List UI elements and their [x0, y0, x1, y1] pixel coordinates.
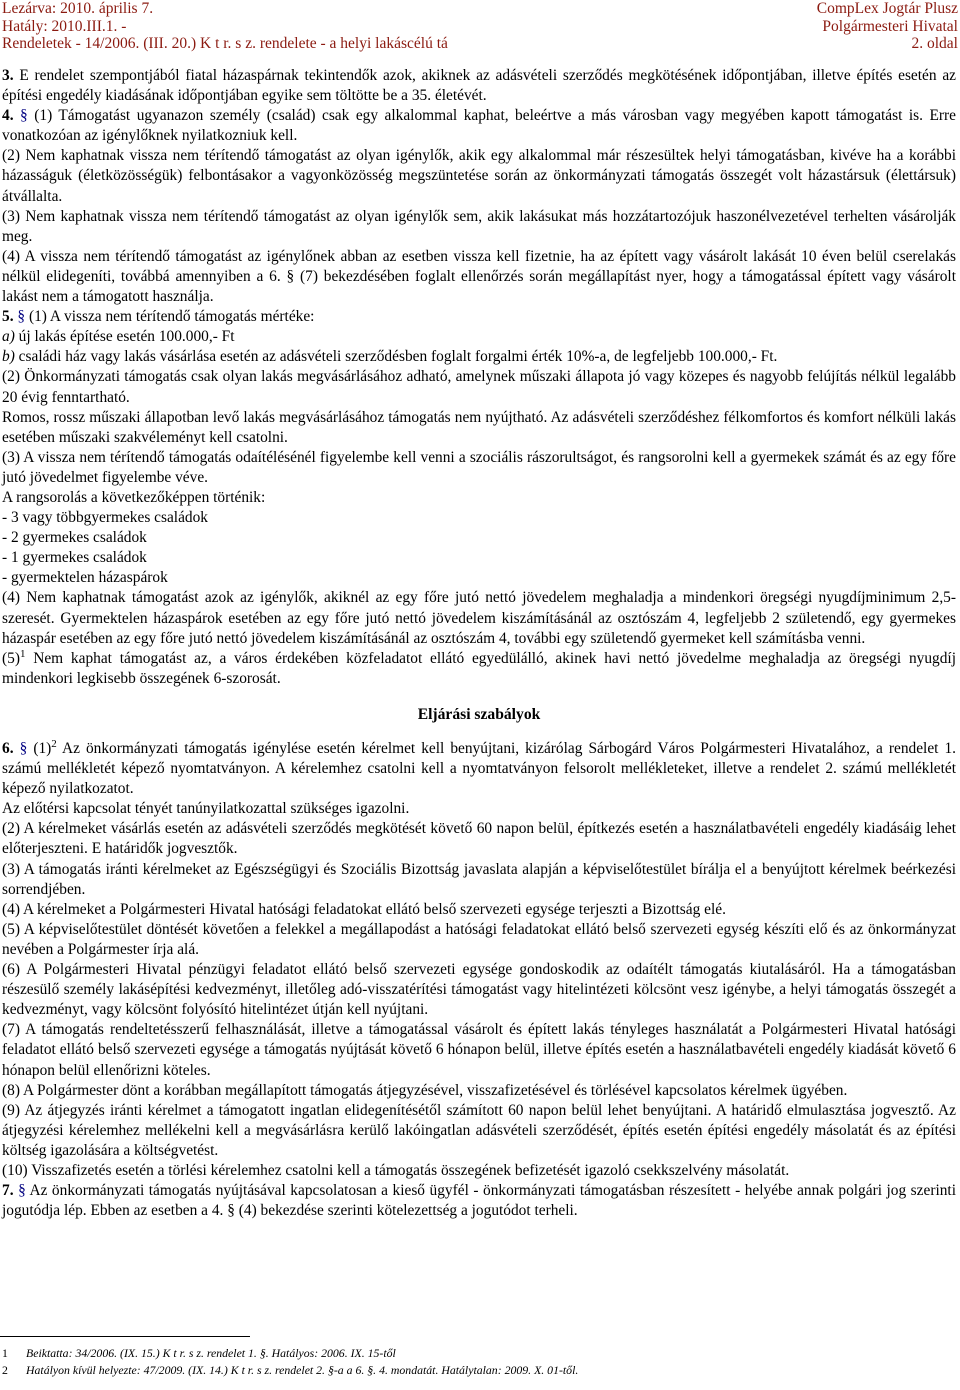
- paragraph: [2, 488, 956, 508]
- section-number: 4.: [2, 107, 14, 125]
- paragraph-text: (4) Nem kaphatnak támogatást azok az igénylők, akiknél az egy főre jutó nettó jövedelem meghaladja a mindenkori öregségi nyugdíjminimum 2,5-szeresét. Gyermektelen házaspárok esetében az egy főre jutó nettó jövedelem kiszámításánál az osztószám 4, legfeljebb 2 születendő, egy gyermekes házaspár esetében az egy főre jutó nettó jövedelem kiszámításánál az osztószám 4, további egy születendő gyermeket kell számításba venni.: [2, 589, 956, 647]
- paragraph: [2, 1020, 956, 1080]
- paragraph-text: (10) Visszafizetés esetén a törlési kérelemhez csatolni kell a támogatás összegének befizetését igazoló csekkszelvény másolatát.: [2, 1161, 790, 1179]
- header-effective: Hatály: 2010.III.1. -: [2, 17, 127, 35]
- footnote-ref: 2: [51, 737, 57, 750]
- section-title: Eljárási szabályok: [417, 705, 541, 723]
- paragraph: [2, 548, 956, 568]
- footnote-2: [0, 1362, 960, 1379]
- paragraph-text: (3) Nem kaphatnak vissza nem térítendő támogatást az olyan igénylők sem, akik lakásukat más hozzátartozójuk haszonélvezetével terhelten vásárolják meg.: [2, 207, 956, 245]
- paragraph-text: (2) Nem kaphatnak vissza nem térítendő támogatást az olyan igénylők, akik egy alkalommal már részesültek helyi támogatásban, kivéve ha a korábbi házasságuk (életközösségük) felbontásakor a vagyonközösség megszüntetése során az önkormányzati támogatás összegét volt házastársuk (élettársuk) átvállalta.: [2, 147, 956, 205]
- subsection-label: (5): [2, 649, 20, 667]
- document-body: [2, 66, 956, 1221]
- paragraph: [2, 819, 956, 859]
- paragraph: [2, 66, 956, 106]
- paragraph: [2, 568, 956, 588]
- paragraph-text: Az önkormányzati támogatás igénylése esetén kérelmet kell benyújtani, kizárólag Sárbogárd Város Polgármesteri Hivatalához, a rendelet 1. számú mellékletét képező nyomtatványon. A kérelemhez csatolni kell a nyomtatványon felsorolt mellékleteket, illetve a rendelet 2. számú mellékletét képező nyilatkozatot.: [2, 740, 957, 798]
- paragraph: [2, 347, 956, 367]
- paragraph: [2, 799, 956, 819]
- paragraph: [2, 920, 956, 960]
- paragraph: [2, 1181, 956, 1221]
- header-closed-date: Lezárva: 2010. április 7.: [2, 0, 154, 17]
- footnote-ref: 1: [19, 647, 26, 660]
- paragraph: [2, 860, 956, 900]
- list-letter: b): [2, 348, 15, 366]
- paragraph-text: Az önkormányzati támogatás nyújtásával kapcsolatosan a kieső ügyfél - önkormányzati támogatásban részesített - helyébe annak polgári jog szerinti jogutódja lép. Ebben az esetben a 4. § (4) bekezdése szerinti kötelezettség a jogutódot terheli.: [2, 1182, 956, 1220]
- paragraph: [2, 106, 956, 146]
- footnote-text: Beiktatta: 34/2006. (IX. 15.) K t r. s z. rendelet 1. §. Hatályos: 2006. IX. 15-től: [26, 1346, 396, 1360]
- paragraph: [2, 960, 956, 1020]
- header-right: [817, 0, 958, 53]
- paragraph-text: családi ház vagy lakás vásárlása esetén az adásvételi szerződésben foglalt forgalmi érték 10%-a, de legfeljebb 100.000,- Ft.: [14, 348, 778, 366]
- header-left: [2, 0, 448, 53]
- section-mark: §: [18, 1182, 26, 1200]
- paragraph-text: A rangsorolás a következőképpen történik:: [2, 488, 266, 506]
- section-mark: §: [19, 740, 28, 757]
- section-mark: §: [20, 107, 28, 125]
- paragraph-text: - 1 gyermekes családok: [2, 549, 147, 567]
- paragraph: [2, 528, 956, 548]
- paragraph-text: (9) Az átjegyzés iránti kérelmet a támogatott ingatlan elidegenítésétől számított 60 napon belül lehet benyújtani. A határidő elmulasztása jogvesztő. Az átjegyzési kérelemhez mellékelni kell a megvásárlásra kerülő lakóingatlan adásvételi szerződését, építés esetén építési engedély másolatát és az építési költség igazolására a költségvetést.: [2, 1101, 956, 1159]
- section-number: 5.: [2, 308, 14, 326]
- page-number: 2. oldal: [911, 35, 958, 52]
- paragraph: [2, 1161, 956, 1181]
- page-header: [0, 0, 960, 56]
- section-number: 3.: [2, 67, 14, 84]
- paragraph: [2, 900, 956, 920]
- subsection-label: (1): [27, 740, 52, 757]
- paragraph: [2, 307, 956, 327]
- paragraph-text: (4) A vissza nem térítendő támogatást az igénylőnek abban az esetben vissza kell fizetnie, ha az épített vagy vásárolt lakását 10 éven belül cserelakás nélkül elidegeníti, továbbá amennyiben a 6. § (7) bekezdésében foglalt ellenőrzés során megállapítást nyer, hogy a támogatással épített vagy vásárolt lakást nem a támogatott használja.: [2, 247, 956, 306]
- paragraph-text: (8) A Polgármester dönt a korábban megállapított támogatás átjegyzésével, visszafizetésével és törlésével kapcsolatos kérelmek ügyében.: [2, 1081, 848, 1099]
- footnotes: [0, 1345, 960, 1378]
- paragraph-text: (2) Önkormányzati támogatás csak olyan lakás megvásárlásához adható, amelynek műszaki állapota jó vagy közepes és nagyobb felújítás nélkül legalább 20 évig fenntartható.: [2, 368, 956, 406]
- paragraph: [2, 508, 956, 528]
- paragraph-text: - gyermektelen házaspárok: [2, 569, 168, 587]
- paragraph: [2, 408, 956, 448]
- paragraph-text: Az előtérsi kapcsolat tényét tanúnyilatkozattal szükséges igazolni.: [2, 800, 410, 818]
- paragraph-text: Nem kaphat támogatást az, a város érdekében közfeladatot ellátó egyedülálló, akinek havi nettó jövedelme meghaladja az öregségi nyugdíj mindenkori legkisebb összegének 6-szorosát.: [2, 649, 956, 687]
- list-letter: a): [2, 328, 15, 346]
- paragraph: [2, 247, 956, 307]
- footnote-divider: [0, 1336, 250, 1337]
- paragraph: [2, 739, 956, 799]
- section-number: 6.: [2, 740, 14, 757]
- paragraph-text: - 3 vagy többgyermekes családok: [2, 509, 208, 527]
- footnote-text: Hatályon kívül helyezte: 47/2009. (IX. 14.) K t r. s z. rendelet 2. §-a a 6. §. 4. mondatát. Hatálytalan: 2009. X. 01-től.: [26, 1362, 579, 1377]
- paragraph-text: (4) A kérelmeket a Polgármesteri Hivatal hatósági feladatokat ellátó belső szervezeti egysége terjeszti a Bizottság elé.: [2, 900, 726, 918]
- paragraph: [2, 448, 956, 488]
- header-product: CompLex Jogtár Plusz: [816, 0, 958, 17]
- footnote-number: 2: [2, 1362, 8, 1377]
- footnote-number: 1: [2, 1346, 8, 1360]
- paragraph-text: (2) A kérelmeket vásárlás esetén az adásvételi szerződés megkötését követő 60 napon belül, építkezés esetén a használatbavételi engedély kiadásáig lehet előterjeszteni. E határidők jogvesztők.: [2, 820, 956, 858]
- paragraph: [2, 1081, 956, 1101]
- paragraph: [2, 367, 956, 407]
- paragraph: [2, 327, 956, 347]
- header-decree-title: Rendeletek - 14/2006. (III. 20.) K t r. s z. rendelete - a helyi lakáscélú tá: [2, 35, 448, 52]
- paragraph-text: (6) A Polgármesteri Hivatal pénzügyi feladatot ellátó belső szervezeti egysége gondoskodik az odaítélt támogatás kiutalásáról. Ha a támogatásban részesülő személy lakásépítési kedvezményt, illetőleg adó-visszatérítési támogatást vagy hitelintézeti kölcsönt vesz igénybe, a helyi támogatás összegét a kedvezményt, vagy kölcsönt folyósító hitelintézet útján kell nyújtani.: [2, 961, 956, 1019]
- header-office: Polgármesteri Hivatal: [822, 17, 958, 35]
- paragraph: [2, 588, 956, 648]
- paragraph-text: (5) A képviselőtestület döntését követően a felekkel a megállapodást a hatósági feladatokat ellátó belső szervezeti egység készíti elő és az önkormányzat nevében a Polgármester írja alá.: [2, 920, 956, 958]
- section-mark: §: [17, 308, 26, 326]
- paragraph-text: új lakás építése esetén 100.000,- Ft: [14, 328, 235, 346]
- footnote-1: [0, 1345, 960, 1362]
- paragraph-text: Romos, rossz műszaki állapotban levő lakás megvásárlásához támogatás nem nyújtható. Az adásvételi szerződéshez félkomfortos és komfort nélküli lakás esetében műszaki szakvéleményt kell csatolni.: [2, 408, 956, 446]
- paragraph-text: (7) A támogatás rendeltetésszerű felhasználását, illetve a támogatással vásárolt és épített lakás tényleges használatát a Polgármesteri Hivatal hatósági feladatot ellátó belső szervezeti egysége a támogatás nyújtását követő 6 hónapon belül, illetve építés esetén a használatbavételi engedély kiadását követő 6 hónapon belül ellenőrizni köteles.: [2, 1021, 956, 1079]
- paragraph: [2, 649, 956, 689]
- paragraph-text: E rendelet szempontjából fiatal házaspárnak tekintendők azok, akiknek az adásvételi szerződés megkötésének időpontjában, illetve építés esetén az építési engedély kiadásának időpontjában egyike sem töltötte be a 35. életévét.: [2, 67, 956, 105]
- paragraph-text: (3) A támogatás iránti kérelmeket az Egészségügyi és Szociális Bizottság javaslata alapján a képviselőtestület bírálja el a benyújtott kérelmek beérkezési sorrendjében.: [2, 860, 956, 898]
- paragraph-text: (3) A vissza nem térítendő támogatás odaítélésénél figyelembe kell venni a szociális rászorultságot, és rangsorolni kell a gyermekek számát és az egy főre jutó jövedelmet figyelembe véve.: [2, 448, 956, 486]
- paragraph: [2, 207, 956, 247]
- section-number: 7.: [2, 1182, 14, 1200]
- paragraph-text: (1) Támogatást ugyanazon személy (család) csak egy alkalommal kaphat, beleértve a más városban vagy megyében kapott támogatást is. Erre vonatkozóan az igénylőknek nyilatkozniuk kell.: [2, 107, 956, 145]
- paragraph: [2, 146, 956, 206]
- paragraph-text: (1) A vissza nem térítendő támogatás mértéke:: [25, 308, 315, 326]
- paragraph: [2, 1101, 956, 1161]
- paragraph-text: - 2 gyermekes családok: [2, 529, 147, 547]
